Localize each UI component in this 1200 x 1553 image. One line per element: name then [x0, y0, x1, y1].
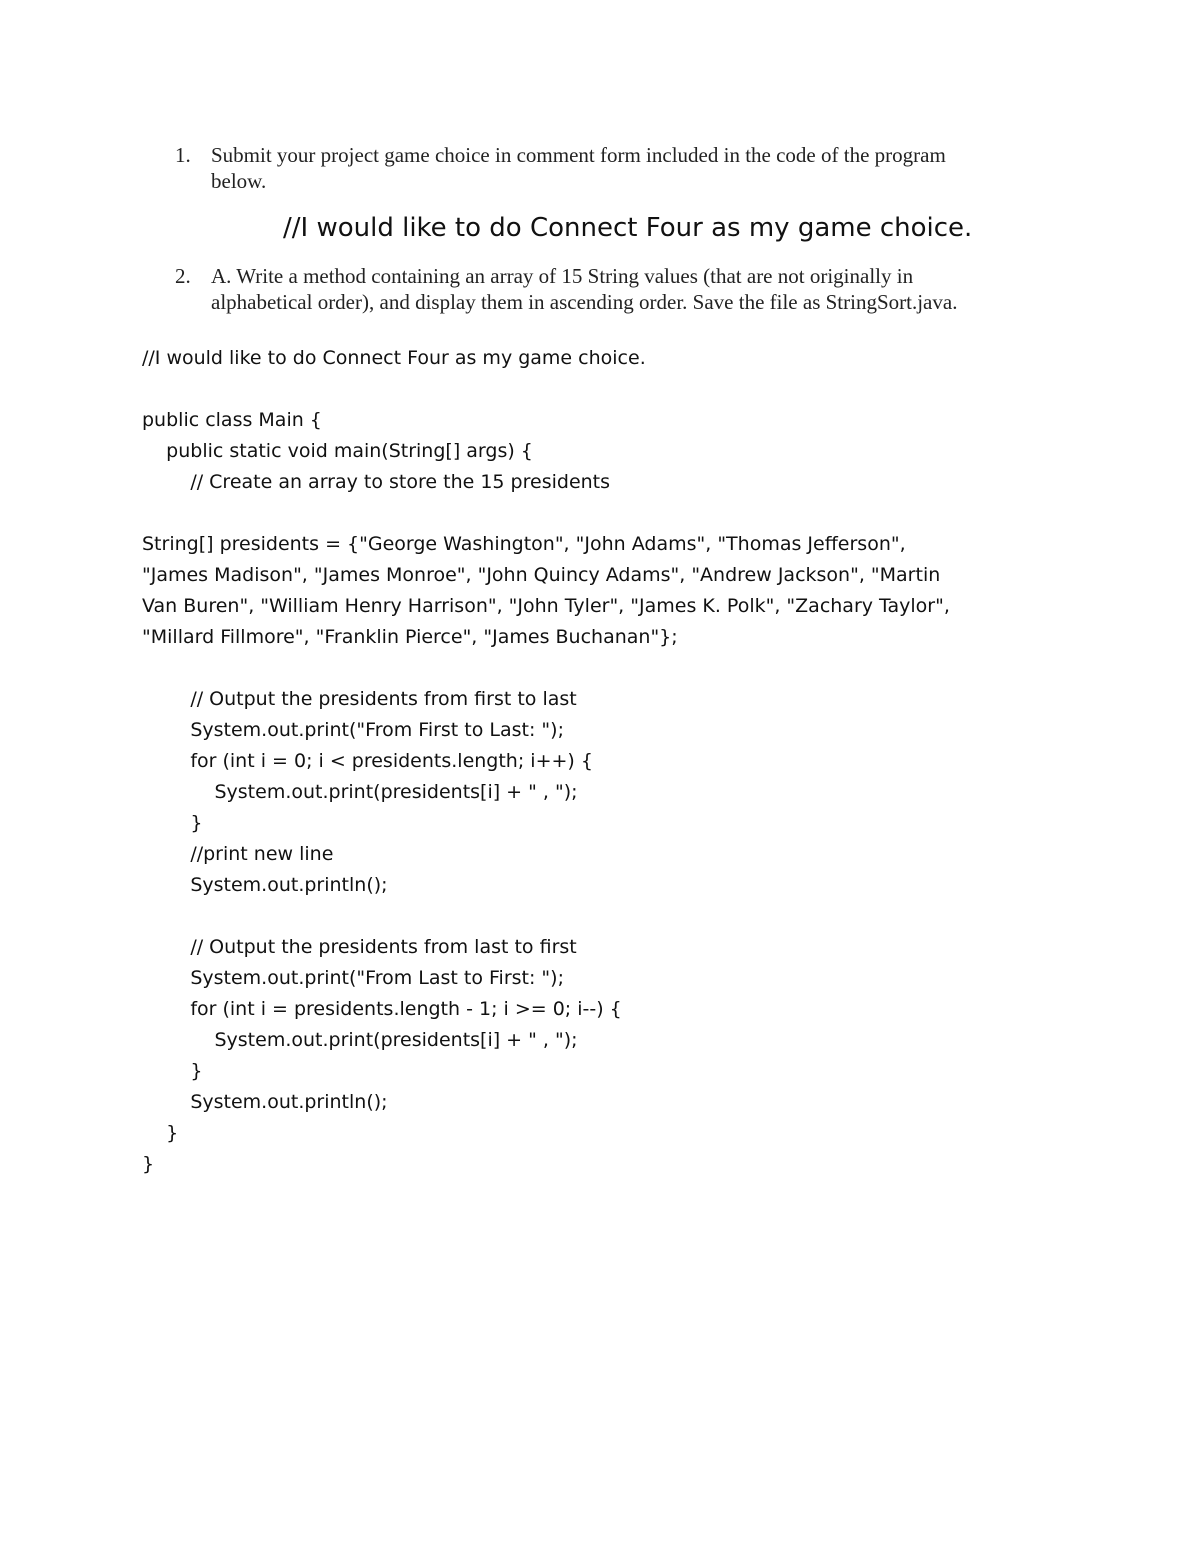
code-block [142, 343, 1072, 1180]
code-line: for (int i = 0; i < presidents.length; i++) { [142, 750, 593, 772]
code-line: System.out.print(presidents[i] + " , "); [142, 1029, 578, 1051]
code-line [142, 498, 1072, 529]
code-line: //print new line [142, 843, 334, 865]
code-line: "Millard Fillmore", "Franklin Pierce", "James Buchanan"}; [142, 626, 678, 648]
instruction-text: Submit your project game choice in comment form included in the code of the program below. [211, 143, 946, 193]
code-line: System.out.print(presidents[i] + " , "); [142, 781, 578, 803]
code-line: //I would like to do Connect Four as my game choice. [142, 347, 646, 369]
code-line [142, 901, 1072, 932]
code-line: String[] presidents = {"George Washington", "John Adams", "Thomas Jefferson", [142, 533, 906, 555]
code-line: // Create an array to store the 15 presidents [142, 471, 611, 493]
code-line: } [142, 1060, 203, 1082]
code-line: for (int i = presidents.length - 1; i >= 0; i--) { [142, 998, 622, 1020]
code-line: public class Main { [142, 409, 322, 431]
code-line: System.out.print("From Last to First: "); [142, 967, 564, 989]
code-line [142, 653, 1072, 684]
code-line [142, 374, 1072, 405]
instruction-number: 2. [175, 264, 191, 288]
code-line: } [142, 1122, 179, 1144]
code-line: System.out.println(); [142, 874, 388, 896]
code-line: Van Buren", "William Henry Harrison", "John Tyler", "James K. Polk", "Zachary Taylor", [142, 595, 950, 617]
code-line: } [142, 1153, 155, 1175]
code-line: public static void main(String[] args) { [142, 440, 533, 462]
code-line: System.out.println(); [142, 1091, 388, 1113]
code-line: System.out.print("From First to Last: "); [142, 719, 564, 741]
instruction-text: A. Write a method containing an array of 15 String values (that are not originally in alphabetical order), and display them in ascending order. Save the file as StringSort.java. [211, 264, 958, 314]
code-line: // Output the presidents from last to first [142, 936, 577, 958]
code-line: "James Madison", "James Monroe", "John Quincy Adams", "Andrew Jackson", "Martin [142, 564, 941, 586]
code-line: // Output the presidents from first to last [142, 688, 577, 710]
code-line: } [142, 812, 203, 834]
instruction-number: 1. [175, 143, 191, 167]
game-choice-comment: //I would like to do Connect Four as my game choice. [283, 213, 973, 243]
